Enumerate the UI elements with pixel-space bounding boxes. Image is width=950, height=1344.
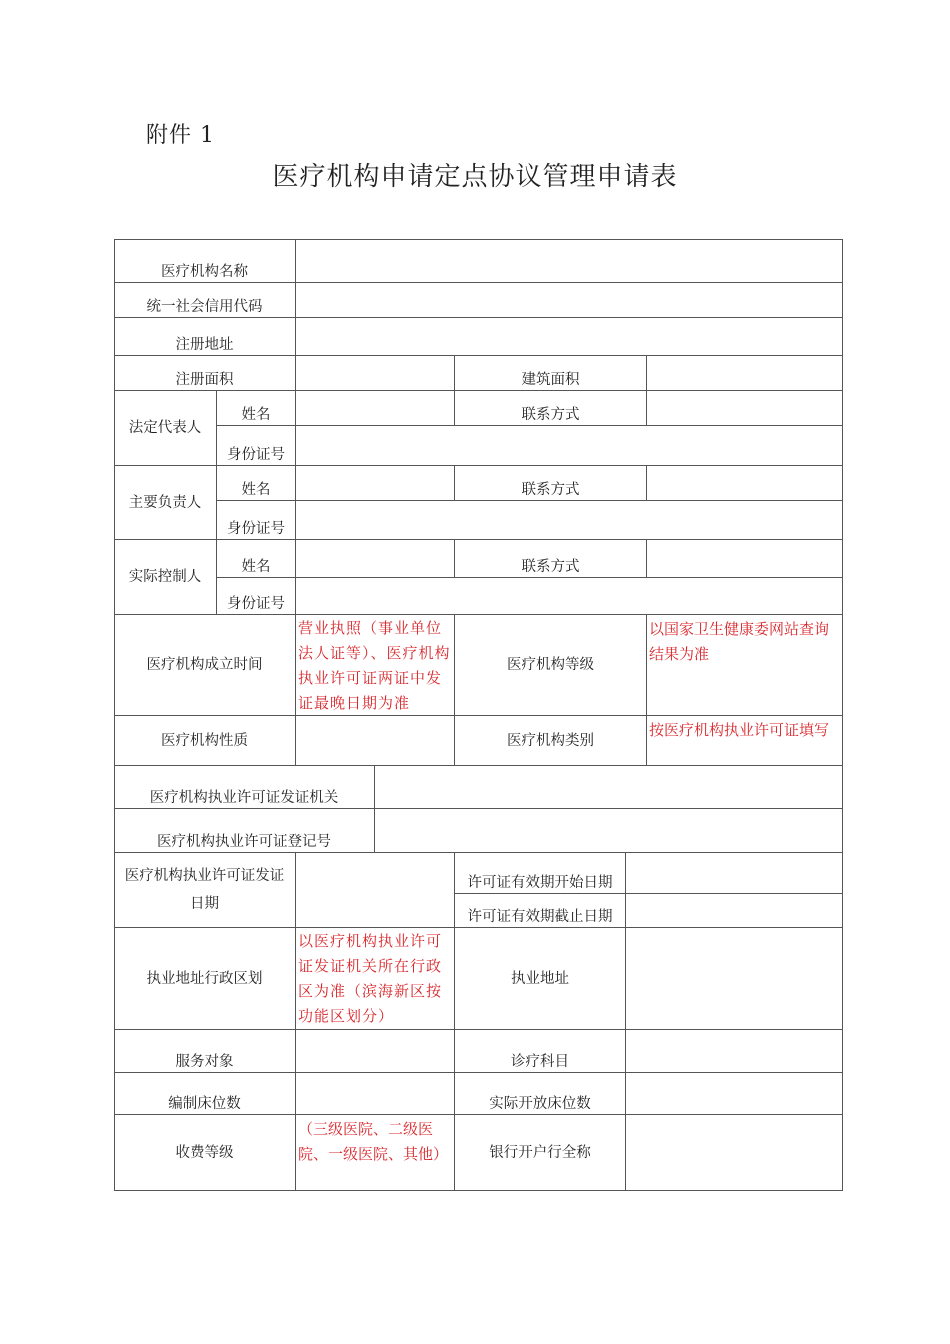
field-planned-beds[interactable] <box>296 1073 455 1115</box>
label-open-beds: 实际开放床位数 <box>455 1073 626 1115</box>
field-license-reg-no[interactable] <box>375 809 843 853</box>
field-institution-name[interactable] <box>296 239 843 283</box>
label-legal-rep-id: 身份证号 <box>217 426 296 466</box>
label-license-reg-no: 医疗机构执业许可证登记号 <box>114 809 375 853</box>
label-reg-address: 注册地址 <box>114 318 296 356</box>
field-principal-id[interactable] <box>296 501 843 540</box>
field-departments[interactable] <box>626 1030 843 1073</box>
label-fee-grade: 收费等级 <box>114 1115 296 1191</box>
label-planned-beds: 编制床位数 <box>114 1073 296 1115</box>
label-est-time: 医疗机构成立时间 <box>114 615 296 716</box>
label-reg-area: 注册面积 <box>114 356 296 391</box>
field-license-date[interactable] <box>296 853 455 928</box>
hint-admin-division[interactable]: 以医疗机构执业许可证发证机关所在行政区为准（滨海新区按功能区划分） <box>296 928 455 1030</box>
label-credit-code: 统一社会信用代码 <box>114 283 296 318</box>
field-credit-code[interactable] <box>296 283 843 318</box>
field-principal-contact[interactable] <box>647 466 843 501</box>
label-grade: 医疗机构等级 <box>455 615 647 716</box>
label-legal-rep: 法定代表人 <box>114 391 217 466</box>
label-principal-name: 姓名 <box>217 466 296 501</box>
hint-grade[interactable]: 以国家卫生健康委网站查询结果为准 <box>647 615 843 716</box>
label-legal-rep-name: 姓名 <box>217 391 296 426</box>
field-bank-name[interactable] <box>626 1115 843 1191</box>
label-institution-name: 医疗机构名称 <box>114 239 296 283</box>
field-reg-address[interactable] <box>296 318 843 356</box>
label-bank-name: 银行开户行全称 <box>455 1115 626 1191</box>
label-admin-division: 执业地址行政区划 <box>114 928 296 1030</box>
field-service-target[interactable] <box>296 1030 455 1073</box>
label-service-target: 服务对象 <box>114 1030 296 1073</box>
field-legal-rep-name[interactable] <box>296 391 455 426</box>
field-controller-name[interactable] <box>296 540 455 578</box>
field-reg-area[interactable] <box>296 356 455 391</box>
field-practice-address[interactable] <box>626 928 843 1030</box>
field-controller-contact[interactable] <box>647 540 843 578</box>
label-departments: 诊疗科目 <box>455 1030 626 1073</box>
hint-fee-grade[interactable]: （三级医院、二级医院、一级医院、其他） <box>296 1115 455 1191</box>
field-controller-id[interactable] <box>296 578 843 615</box>
form-title: 医疗机构申请定点协议管理申请表 <box>272 162 678 192</box>
label-controller: 实际控制人 <box>114 540 217 615</box>
field-nature[interactable] <box>296 716 455 766</box>
label-legal-rep-contact: 联系方式 <box>455 391 647 426</box>
label-controller-name: 姓名 <box>217 540 296 578</box>
label-principal-contact: 联系方式 <box>455 466 647 501</box>
field-principal-name[interactable] <box>296 466 455 501</box>
label-valid-end: 许可证有效期截止日期 <box>455 894 626 928</box>
label-controller-id: 身份证号 <box>217 578 296 615</box>
label-valid-start: 许可证有效期开始日期 <box>455 853 626 894</box>
hint-category[interactable]: 按医疗机构执业许可证填写 <box>647 716 843 766</box>
label-principal-id: 身份证号 <box>217 501 296 540</box>
label-building-area: 建筑面积 <box>455 356 647 391</box>
field-legal-rep-contact[interactable] <box>647 391 843 426</box>
attachment-label: 附件 1 <box>146 123 215 148</box>
hint-est-time[interactable]: 营业执照（事业单位法人证等）、医疗机构执业许可证两证中发证最晚日期为准 <box>296 615 455 716</box>
label-license-date: 医疗机构执业许可证发证日期 <box>114 853 296 928</box>
field-valid-end[interactable] <box>626 894 843 928</box>
field-license-issuer[interactable] <box>375 766 843 809</box>
field-legal-rep-id[interactable] <box>296 426 843 466</box>
field-building-area[interactable] <box>647 356 843 391</box>
field-open-beds[interactable] <box>626 1073 843 1115</box>
label-controller-contact: 联系方式 <box>455 540 647 578</box>
label-practice-address: 执业地址 <box>455 928 626 1030</box>
field-valid-start[interactable] <box>626 853 843 894</box>
label-license-issuer: 医疗机构执业许可证发证机关 <box>114 766 375 809</box>
label-principal: 主要负责人 <box>114 466 217 540</box>
label-category: 医疗机构类别 <box>455 716 647 766</box>
label-nature: 医疗机构性质 <box>114 716 296 766</box>
